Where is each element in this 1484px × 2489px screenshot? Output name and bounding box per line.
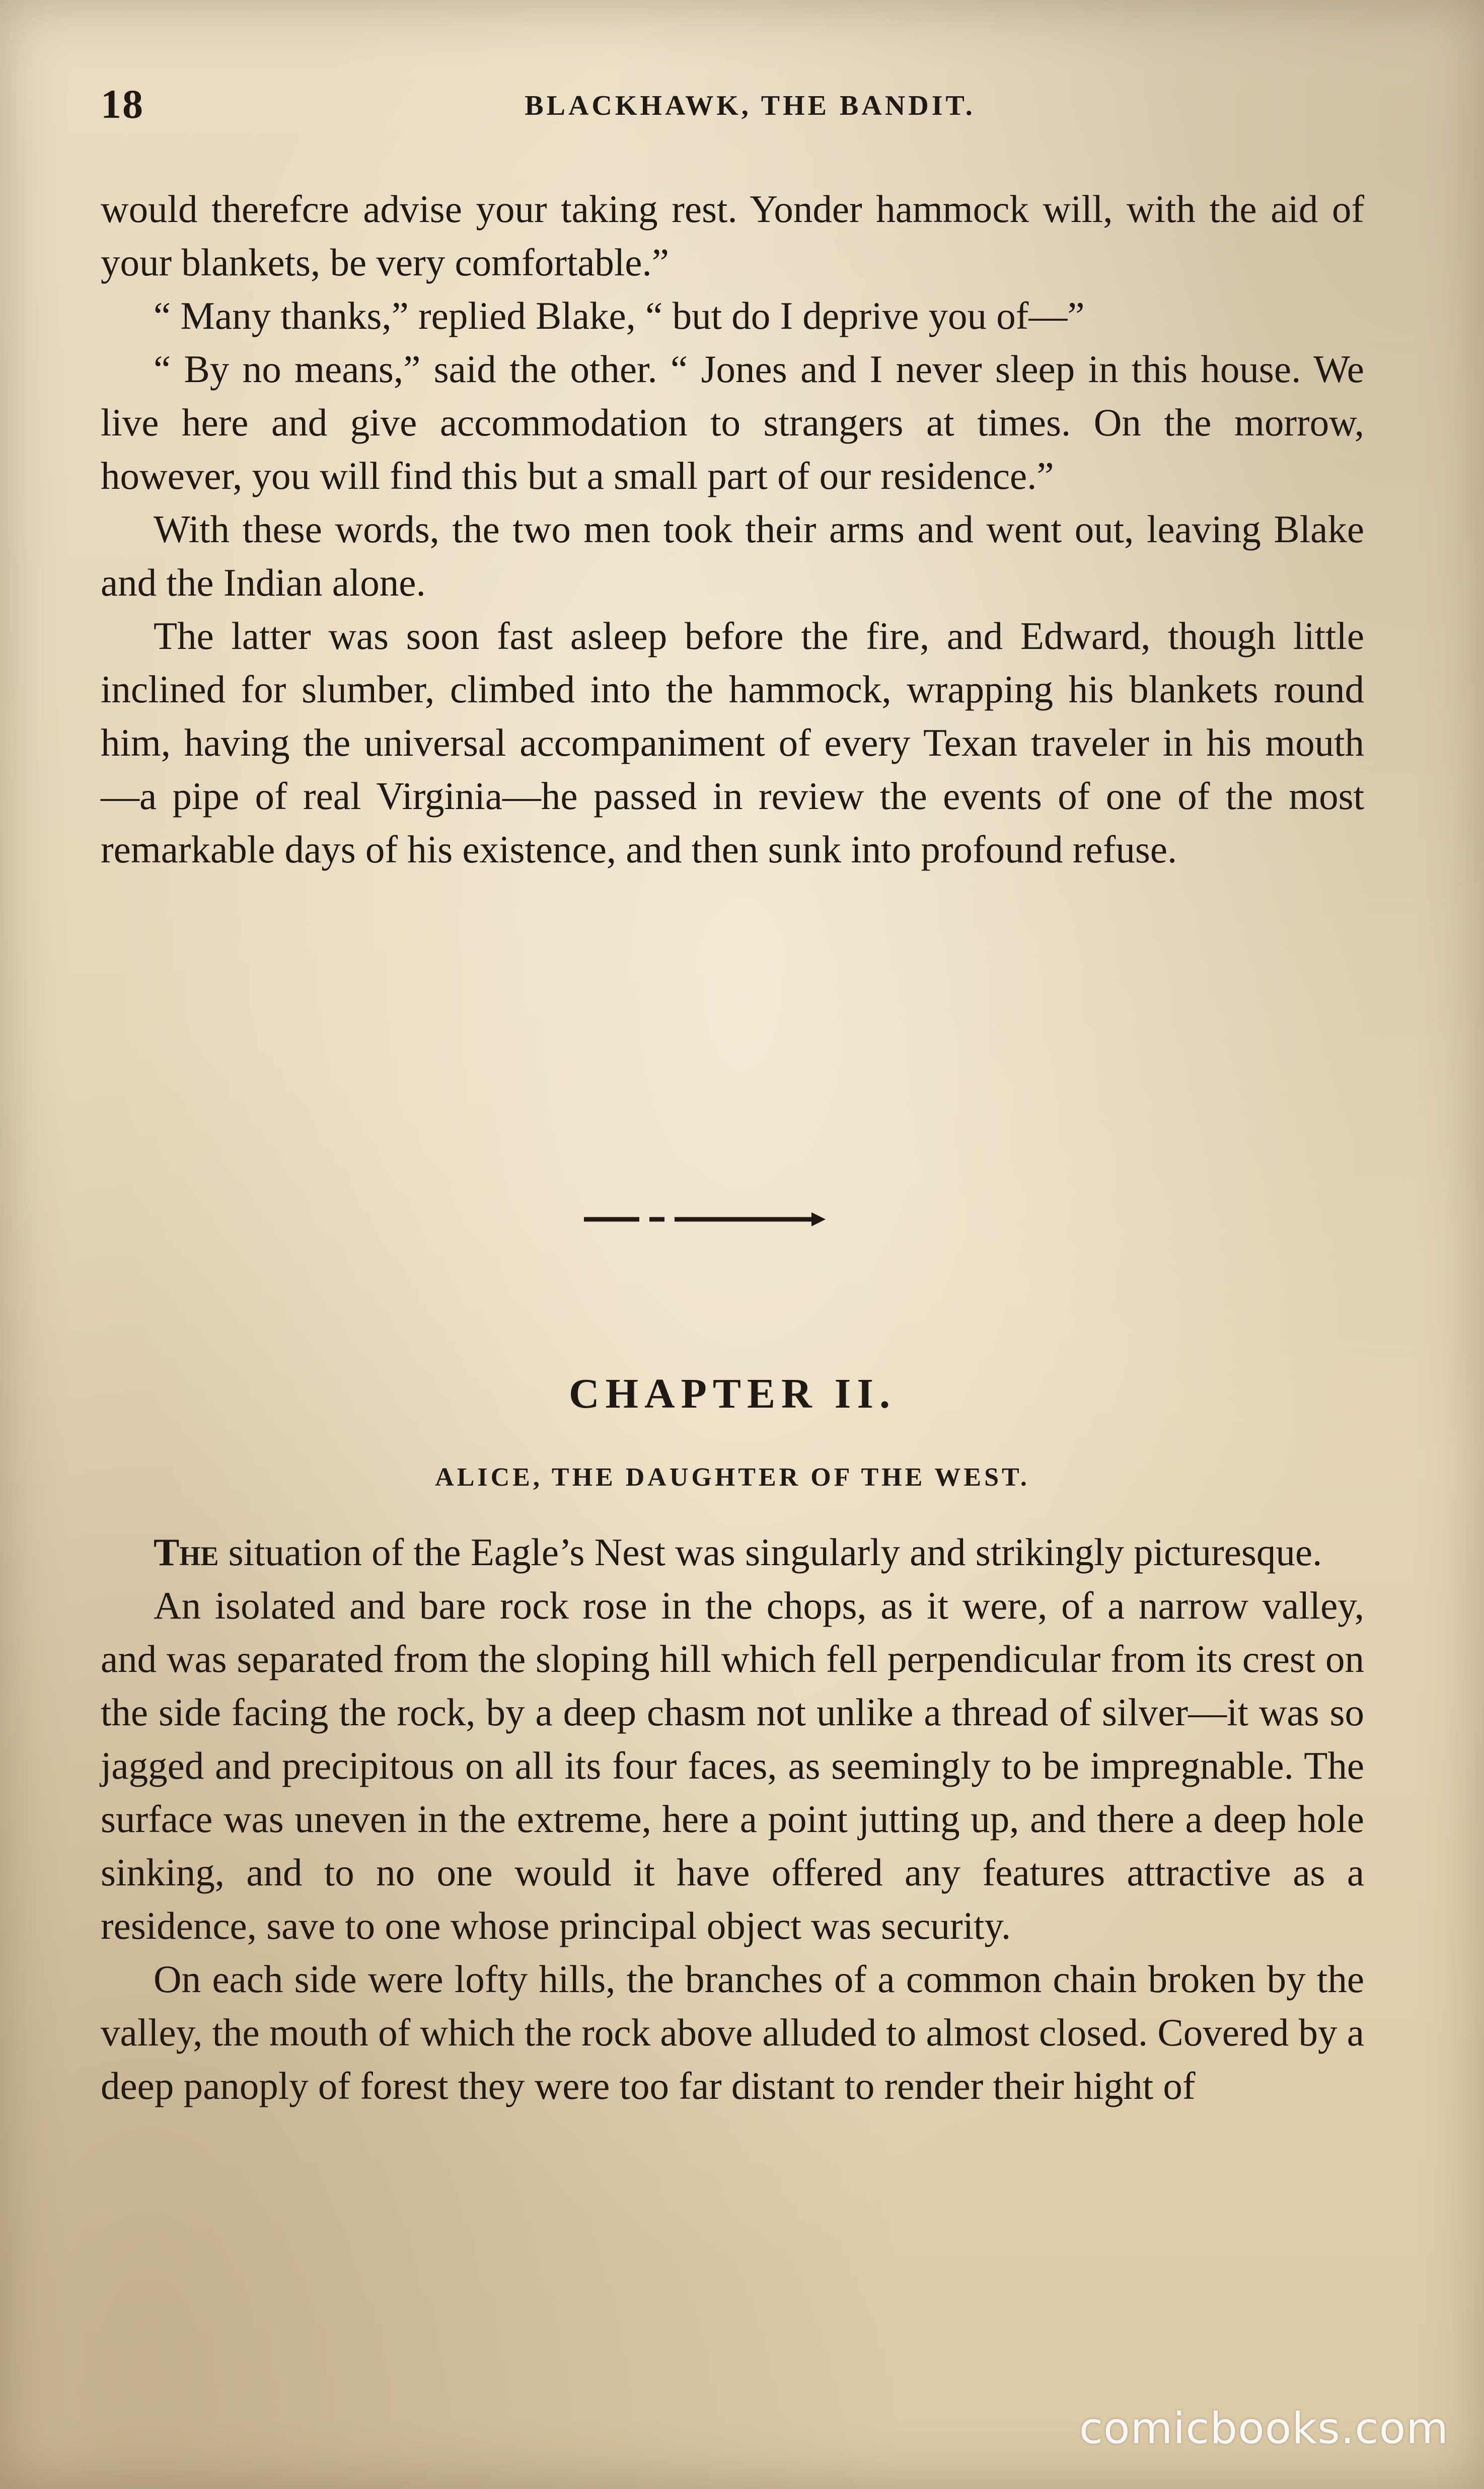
paragraph: The latter was soon fast asleep before the fire, and Edward, though little inclined for slumber, climbed into the hammock, wrapping his blankets round him, having the universal accompaniment of every Texan traveler in his mouth —a pipe of real Virginia—he passed in review the events of one of the most remarkable days of his existence, and then sunk into profound refuse. bbox=[101, 614, 1364, 871]
chapter-opening-word: The bbox=[154, 1530, 219, 1574]
chapter-title: CHAPTER II. bbox=[568, 1370, 897, 1417]
running-head: BLACKHAWK, THE BANDIT. bbox=[525, 90, 976, 121]
page-header bbox=[101, 81, 1369, 136]
paragraph-text: situation of the Eagle’s Nest was singularly and strikingly picturesque. bbox=[218, 1530, 1322, 1574]
watermark: comicbooks.com bbox=[1079, 2403, 1449, 2454]
body-text-bottom bbox=[101, 1525, 1364, 2112]
paragraph: would therefcre advise your taking rest. Yonder hammock will, with the aid of your blankets, be very comfortable.” bbox=[101, 187, 1364, 284]
chapter-subtitle: ALICE, THE DAUGHTER OF THE WEST. bbox=[435, 1463, 1030, 1492]
body-text-top bbox=[101, 182, 1364, 876]
paragraph: With these words, the two men took their arms and went out, leaving Blake and the Indian alone. bbox=[101, 507, 1364, 604]
paragraph: An isolated and bare rock rose in the chops, as it were, of a narrow valley, and was separated from the sloping hill which fell perpendicular from its crest on the side facing the rock, by a deep chasm not unlike a thread of silver—it was so jagged and precipitous on all its four faces, as seemingly to be impregnable. The surface was uneven in the extreme, here a point jutting up, and there a deep hole sinking, and to no one would it have offered any features attractive as a residence, save to one whose principal object was security. bbox=[101, 1584, 1364, 1947]
paragraph: “ By no means,” said the other. “ Jones and I never sleep in this house. We live here and give accommodation to strangers at times. On the morrow, however, you will find this but a small part of our residence.” bbox=[101, 347, 1364, 497]
paragraph: On each side were lofty hills, the branches of a common chain broken by the valley, the mouth of which the rock above alluded to almost closed. Covered by a deep panoply of forest they were too far distant to render their hight of bbox=[101, 1957, 1364, 2107]
page-number: 18 bbox=[101, 81, 144, 127]
paragraph: “ Many thanks,” replied Blake, “ but do I deprive you of—” bbox=[154, 294, 1085, 337]
section-divider-ornament bbox=[579, 1208, 831, 1228]
paragraph bbox=[101, 1525, 1364, 1579]
